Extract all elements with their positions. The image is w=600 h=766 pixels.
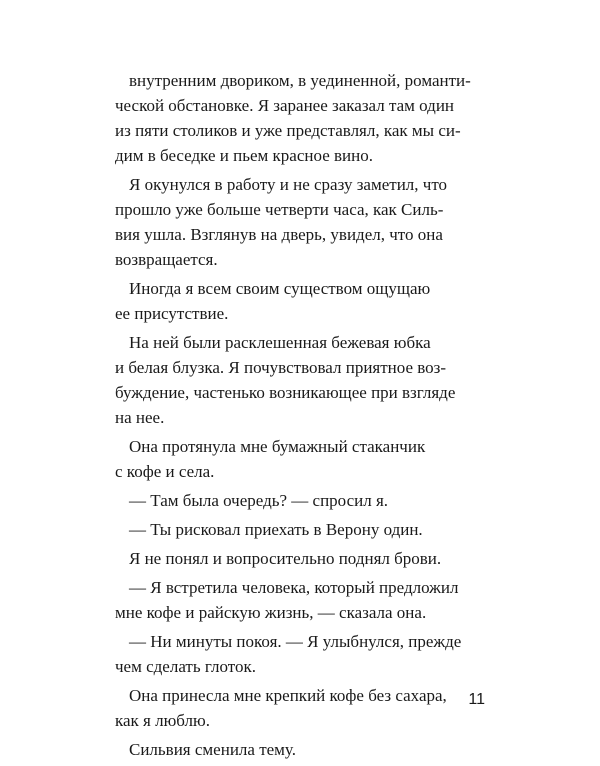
text-line: мне кофе и райскую жизнь, — сказала она. [115,603,427,622]
paragraph [115,683,484,733]
text-line: Она протянула мне бумажный стаканчик [129,437,426,456]
text-line: Я не понял и вопросительно поднял брови. [129,549,442,568]
paragraph [115,575,484,625]
text-line: и белая блузка. Я почувствовал приятное воз- [115,358,447,377]
page-number: 11 [468,691,485,708]
paragraph [115,434,484,484]
text-line: буждение, частенько возникающее при взгляде [115,383,456,402]
text-line: Иногда я всем своим существом ощущаю [129,279,431,298]
body-text [115,68,484,766]
text-line: Я окунулся в работу и не сразу заметил, что [129,175,448,194]
text-line: — Ты рисковал приехать в Верону один. [129,520,423,539]
text-line: чем сделать глоток. [115,657,256,676]
text-line: ее присутствие. [115,304,229,323]
text-line: из пяти столиков и уже представлял, как мы си- [115,121,461,140]
text-line: — Ни минуты покоя. — Я улыбнулся, прежде [129,632,462,651]
text-line: — Там была очередь? — спросил я. [129,491,389,510]
text-line: ческой обстановке. Я заранее заказал там один [115,96,455,115]
paragraph [115,517,484,542]
text-line: На ней были расклешенная бежевая юбка [129,333,431,352]
text-line: дим в беседке и пьем красное вино. [115,146,373,165]
text-line: — Я встретила человека, который предложил [129,578,459,597]
text-line: на нее. [115,408,165,427]
paragraph [115,68,484,168]
paragraph [115,488,484,513]
text-line: Сильвия сменила тему. [129,740,296,759]
text-line: прошло уже больше четверти часа, как Силь- [115,200,444,219]
paragraph [115,629,484,679]
text-line: возвращается. [115,250,218,269]
paragraph [115,172,484,272]
text-line: внутренним двориком, в уединенной, романти- [129,71,471,90]
paragraph [115,546,484,571]
text-line: с кофе и села. [115,462,215,481]
paragraph [115,330,484,430]
text-line: как я люблю. [115,711,210,730]
paragraph [115,276,484,326]
text-line: вия ушла. Взглянув на дверь, увидел, что она [115,225,443,244]
text-line: Она принесла мне крепкий кофе без сахара, [129,686,447,705]
